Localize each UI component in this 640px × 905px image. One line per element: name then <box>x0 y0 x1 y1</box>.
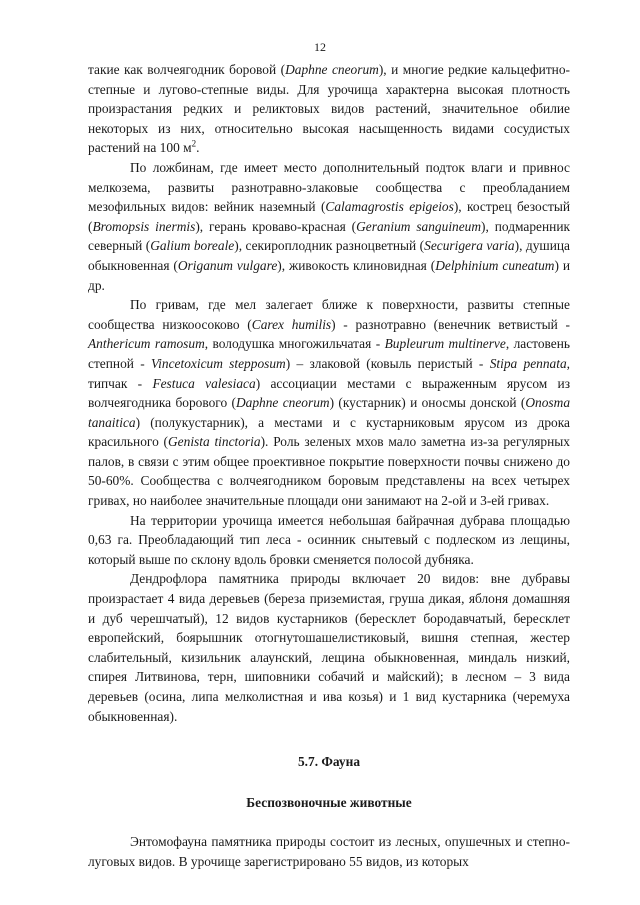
latin-name: Geranium sanguineum <box>356 218 482 234</box>
body-text <box>88 60 570 872</box>
latin-name: Bupleurum multinerve <box>384 336 506 352</box>
text-run: ) (полукустарник), а местами и с кустарниковым ярусом из дрока красильного ( <box>88 414 570 450</box>
text-run: ) – злаковой (ковыль перистый - <box>285 355 490 371</box>
latin-name: Anthericum ramosum <box>88 336 205 352</box>
latin-name: Stipa pennata <box>489 355 567 371</box>
latin-name: Genista tinctoria <box>168 434 261 450</box>
text-run: ) (кустарник) и оносмы донской ( <box>329 395 526 411</box>
latin-name: Onosma tanaitica <box>88 395 571 430</box>
paragraph <box>88 295 570 511</box>
latin-name: Delphinium cuneatum <box>435 257 555 273</box>
text-run: . <box>196 140 200 156</box>
text-run: , типчак - <box>88 355 571 391</box>
page-number: 12 <box>314 40 326 54</box>
latin-name: Calamagrostis epigeios <box>325 199 454 215</box>
paragraph <box>88 569 570 726</box>
text-run: такие как волчеягодник боровой ( <box>88 62 286 77</box>
latin-name: Origanum vulgare <box>177 257 278 273</box>
text-run: ), и многие редкие кальцефитно-степные и лугово-степные виды. Для урочища характерна высокая плотность произрастания редких и реликтовых видов растений, значительное обилие некоторых из них, относительно высокая насыщенность видами сосудистых растений на 100 м <box>88 62 570 156</box>
latin-name: Daphne cneorum <box>235 395 330 411</box>
latin-name: Securigera varia <box>424 238 515 254</box>
latin-name: Daphne cneorum <box>285 62 379 77</box>
text-run: ). Роль зеленых мхов мало заметна из-за регулярных палов, в связи с этим общее проективное покрытие поверхности почвы снижено до 50-60%. Сообщества с волчеягодником боровым представлены на всех четырех гривах, но наиболее значительные площади они занимают на 2-ой и 3-ей гривах. <box>88 434 570 509</box>
subsection-heading: Беспозвоночные животные <box>246 794 412 810</box>
text-run: ), живокость клиновидная ( <box>277 257 436 273</box>
text-run: По ложбинам, где имеет место дополнительный подток влаги и привнос мелкозема, развиты разнотравно-злаковые сообщества с преобладанием мезофильных видов: вейник наземный ( <box>88 159 570 215</box>
text-run: ) ассоциации местами с выраженным ярусом из волчеягодника борового ( <box>88 375 570 411</box>
text-run: На территории урочища имеется небольшая байрачная дубрава площадью 0,63 га. Преобладающий тип леса - осинник снытевый с подлеском из лещины, который выше по склону вдоль бровки сменяется полосой дубняка. <box>88 512 570 567</box>
section-heading: 5.7. Фауна <box>297 754 361 770</box>
paragraph-final: Энтомофауна памятника природы состоит из лесных, опушечных и степно-луговых видов. В урочище зарегистрировано 55 видов, из которых <box>88 834 570 869</box>
text-run: ) и др. <box>88 257 570 293</box>
text-run: ), секироплодник разноцветный ( <box>234 238 425 254</box>
text-run: ), подмаренник северный ( <box>88 218 570 254</box>
latin-name: Bromopsis inermis <box>92 218 196 234</box>
text-run: Дендрофлора памятника природы включает 20 видов: вне дубравы произрастает 4 вида деревьев (береза приземистая, груша дикая, яблоня домашняя и дуб черешчатый), 12 видов кустарников (бересклет бородавчатый, бересклет европейский, боярышник отогнутошашелистиковый, вишня степная, жестер слабительный, кизильник алаунский, лещина обыкновенная, миндаль низкий, спирея Литвинова, терн, шиповники собачий и майский); в лесном – 3 вида деревьев (осина, липа мелколистная и ива козья) и 1 вид кустарника (черемуха обыкновенная). <box>88 571 570 724</box>
text-run: ), герань кроваво-красная ( <box>195 218 357 234</box>
text-run: По гривам, где мел залегает ближе к поверхности, развиты степные сообщества низкоосоково ( <box>88 297 570 332</box>
latin-name: Vincetoxicum stepposum <box>151 355 286 371</box>
paragraph <box>88 158 570 295</box>
latin-name: Festuca valesiaca <box>152 375 256 391</box>
latin-name: Carex humilis <box>251 316 332 332</box>
text-run: ), кострец безостый ( <box>88 199 570 234</box>
text-run: , володушка многожильчатая - <box>204 336 385 352</box>
text-run: ), душица обыкновенная ( <box>88 238 570 273</box>
superscript: 2 <box>191 138 197 149</box>
latin-name: Galium boreale <box>150 238 235 254</box>
text-run: ) - разнотравно (венечник ветвистый - <box>331 316 570 332</box>
text-run: , ластовень степной - <box>88 336 570 371</box>
paragraph <box>88 60 570 158</box>
paragraph <box>88 511 570 570</box>
